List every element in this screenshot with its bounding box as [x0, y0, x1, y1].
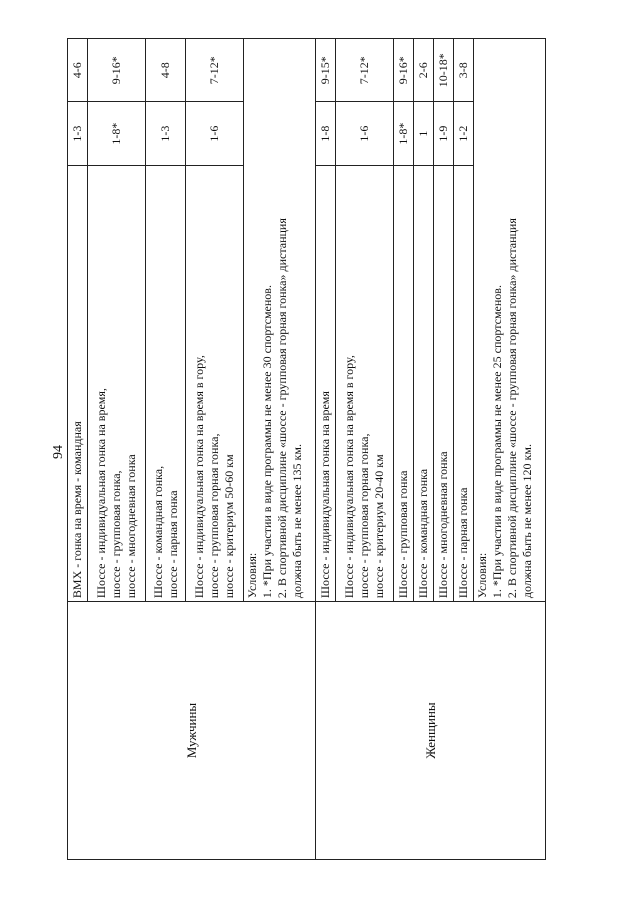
- discipline-line: шоссе - групповая горная гонка,: [357, 433, 371, 599]
- discipline-cell: [316, 165, 336, 601]
- conditions-line: должна быть не менее 120 км.: [520, 444, 534, 599]
- place-range-1: 1-8: [316, 102, 336, 165]
- place-range-1: 1-8*: [394, 102, 414, 165]
- place-range-2: 2-6: [414, 39, 434, 102]
- conditions-line: Условия:: [475, 552, 489, 599]
- place-range-1: 1: [414, 102, 434, 165]
- discipline-cell: [414, 165, 434, 601]
- discipline-cell: [434, 165, 454, 601]
- results-table: [67, 38, 546, 860]
- place-range-2: 4-8: [146, 39, 186, 102]
- discipline-line: Шоссе - индивидуальная гонка на время в гору,: [192, 355, 206, 599]
- place-range-2: 9-15*: [316, 39, 336, 102]
- group-label: Мужчины: [68, 602, 316, 860]
- discipline-line: шоссе - критериум 50-60 км: [222, 454, 236, 599]
- group-label: Женщины: [316, 602, 546, 860]
- place-range-1: 1-6: [336, 102, 394, 165]
- place-range-1: 1-9: [434, 102, 454, 165]
- conditions-cell: [474, 39, 546, 602]
- discipline-cell: [68, 165, 88, 601]
- page-number: 94: [51, 445, 66, 459]
- discipline-line: Шоссе - групповая гонка: [396, 470, 410, 599]
- discipline-cell: [394, 165, 414, 601]
- discipline-cell: [146, 165, 186, 601]
- place-range-1: 1-6: [186, 102, 244, 165]
- place-range-1: 1-8*: [88, 102, 146, 165]
- discipline-line: Шоссе - индивидуальная гонка на время в гору,: [342, 355, 356, 599]
- discipline-line: Шоссе - индивидуальная гонка на время: [318, 391, 332, 599]
- discipline-line: шоссе - групповая гонка,: [109, 470, 123, 599]
- rotated-table-page: [67, 38, 537, 860]
- conditions-line: 1. *При участии в виде программы не менее 30 спортсменов.: [260, 285, 274, 599]
- conditions-line: 1. *При участии в виде программы не менее 25 спортсменов.: [490, 285, 504, 599]
- conditions-line: 2. В спортивной дисциплине «шоссе - групповая горная гонка» дистанция: [505, 218, 519, 599]
- place-range-2: 7-12*: [336, 39, 394, 102]
- discipline-line: Шоссе - командная гонка,: [150, 465, 165, 599]
- discipline-line: шоссе - парная гонка: [165, 490, 180, 599]
- conditions-line: должна быть не менее 135 км.: [290, 444, 304, 599]
- discipline-line: шоссе - групповая горная гонка,: [207, 433, 221, 599]
- discipline-cell: [454, 165, 474, 601]
- place-range-1: 1-2: [454, 102, 474, 165]
- discipline-line: Шоссе - командная гонка: [416, 468, 430, 599]
- discipline-cell: [336, 165, 394, 601]
- table-row: [68, 39, 88, 860]
- discipline-line: Шоссе - многодневная гонка: [436, 451, 450, 599]
- place-range-2: 7-12*: [186, 39, 244, 102]
- discipline-line: Шоссе - парная гонка: [456, 487, 470, 599]
- place-range-2: 4-6: [68, 39, 88, 102]
- place-range-2: 9-16*: [394, 39, 414, 102]
- discipline-line: BMX - гонка на время - командная: [70, 421, 84, 599]
- conditions-cell: [244, 39, 316, 602]
- conditions-line: Условия:: [245, 552, 259, 599]
- discipline-cell: [186, 165, 244, 601]
- place-range-2: 10-18*: [434, 39, 454, 102]
- conditions-line: 2. В спортивной дисциплине «шоссе - групповая горная гонка» дистанция: [275, 218, 289, 599]
- table-row: [316, 39, 336, 860]
- place-range-2: 9-16*: [88, 39, 146, 102]
- discipline-line: шоссе - критериум 20-40 км: [372, 454, 386, 599]
- discipline-line: Шоссе - индивидуальная гонка на время,: [94, 388, 108, 599]
- place-range-2: 3-8: [454, 39, 474, 102]
- place-range-1: 1-3: [146, 102, 186, 165]
- discipline-line: шоссе - многодневная гонка: [124, 454, 138, 599]
- discipline-cell: [88, 165, 146, 601]
- place-range-1: 1-3: [68, 102, 88, 165]
